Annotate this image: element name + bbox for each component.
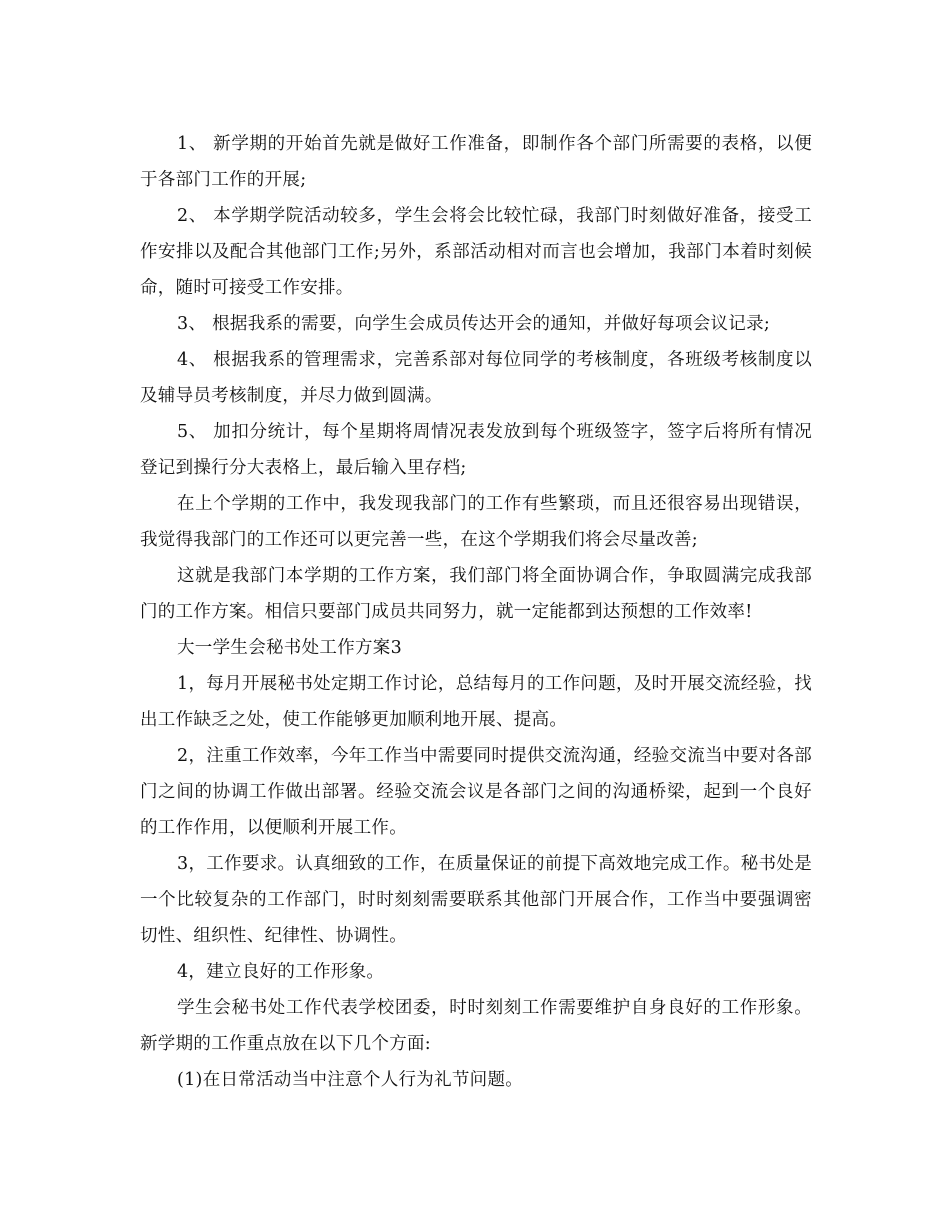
document-body — [140, 126, 812, 1098]
paragraph-plan-4: 4，建立良好的工作形象。 — [177, 962, 385, 982]
paragraph-item-2: 2、 本学期学院活动较多，学生会将会比较忙碌，我部门时刻做好准备，接受工作安排以及配合其他部门工作;另外，系部活动相对而言也会增加，我部门本着时刻候命，随时可接受工作安排。 — [140, 206, 812, 298]
paragraph-image-intro: 学生会秘书处工作代表学校团委，时时刻刻工作需要维护自身良好的工作形象。新学期的工作重点放在以下几个方面: — [140, 998, 812, 1054]
paragraph-plan-3: 3，工作要求。认真细致的工作，在质量保证的前提下高效地完成工作。秘书处是一个比较复杂的工作部门，时时刻刻需要联系其他部门开展合作，工作当中要强调密切性、组织性、纪律性、协调性。 — [140, 854, 812, 946]
paragraph-item-4: 4、 根据我系的管理需求，完善系部对每位同学的考核制度，各班级考核制度以及辅导员考核制度，并尽力做到圆满。 — [140, 350, 812, 406]
paragraph-item-1: 1、 新学期的开始首先就是做好工作准备，即制作各个部门所需要的表格，以便于各部门工作的开展; — [140, 134, 812, 190]
paragraph-plan-1: 1，每月开展秘书处定期工作讨论，总结每月的工作问题，及时开展交流经验，找出工作缺乏之处，使工作能够更加顺利地开展、提高。 — [140, 674, 812, 730]
paragraph-reflection: 在上个学期的工作中，我发现我部门的工作有些繁琐，而且还很容易出现错误，我觉得我部门的工作还可以更完善一些，在这个学期我们将会尽量改善; — [140, 494, 812, 550]
paragraph-item-3: 3、 根据我系的需要，向学生会成员传达开会的通知，并做好每项会议记录; — [177, 314, 771, 334]
paragraph-conclusion: 这就是我部门本学期的工作方案，我们部门将全面协调合作，争取圆满完成我部门的工作方案。相信只要部门成员共同努力，就一定能都到达预想的工作效率! — [140, 566, 812, 622]
section-heading: 大一学生会秘书处工作方案3 — [177, 638, 403, 658]
paragraph-subitem-1: (1)在日常活动当中注意个人行为礼节问题。 — [177, 1070, 524, 1090]
paragraph-plan-2: 2，注重工作效率，今年工作当中需要同时提供交流沟通，经验交流当中要对各部门之间的协调工作做出部署。经验交流会议是各部门之间的沟通桥梁，起到一个良好的工作作用，以便顺利开展工作。 — [140, 746, 812, 838]
paragraph-item-5: 5、 加扣分统计，每个星期将周情况表发放到每个班级签字，签字后将所有情况登记到操行分大表格上，最后输入里存档; — [140, 422, 812, 478]
